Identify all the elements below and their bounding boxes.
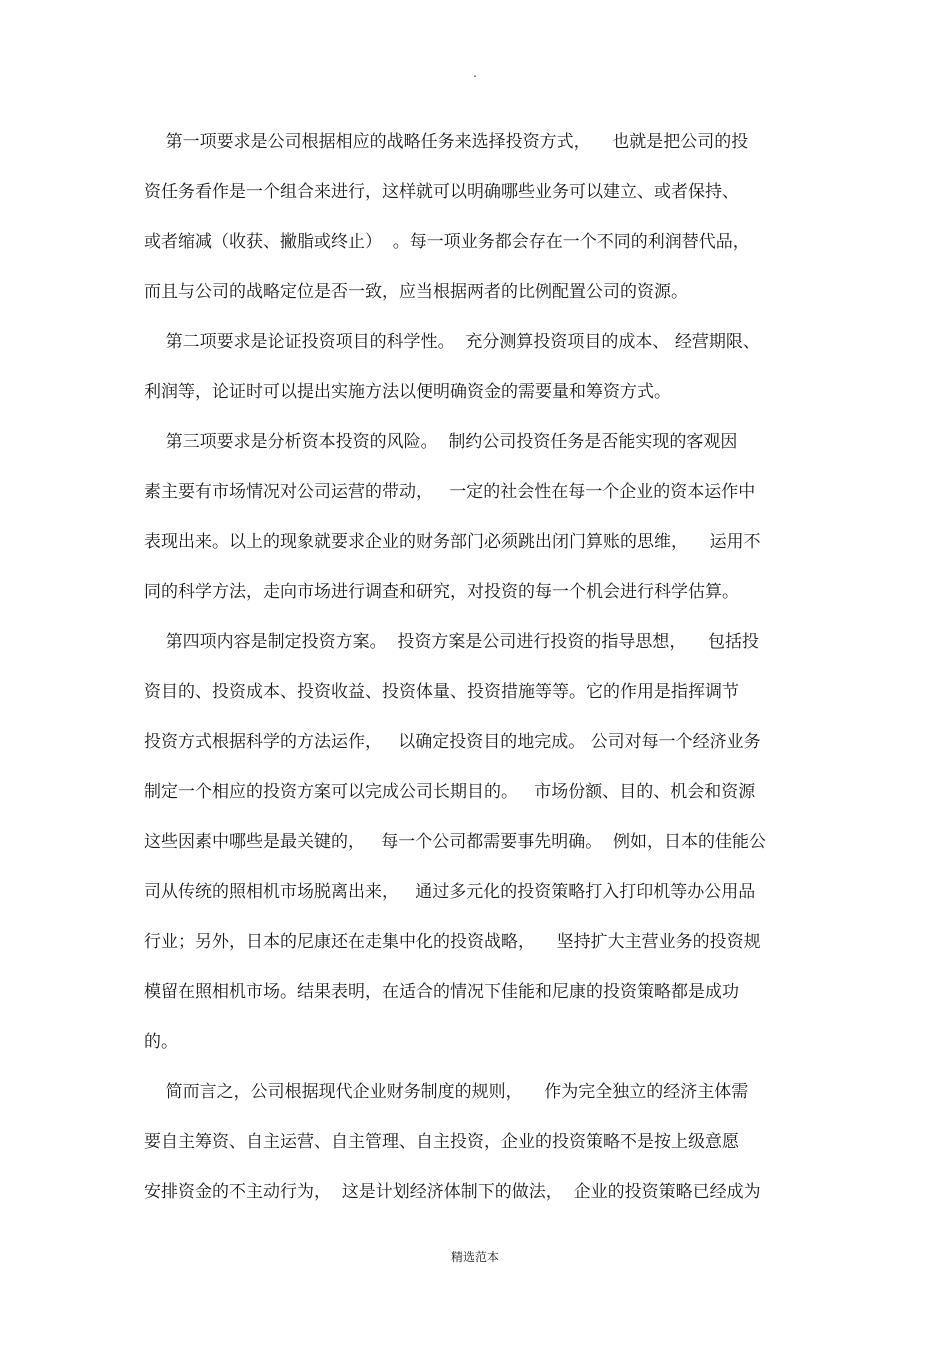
text-line: 司从传统的照相机市场脱离出来， 通过多元化的投资策略打入打印机等办公用品	[144, 882, 756, 902]
text-line: 行业；另外，日本的尼康还在走集中化的投资战略， 坚持扩大主营业务的投资规	[144, 932, 761, 952]
text-line: 而且与公司的战略定位是否一致，应当根据两者的比例配置公司的资源。	[144, 282, 688, 302]
text-line: 利润等，论证时可以提出实施方法以便明确资金的需要量和筹资方式。	[144, 382, 671, 402]
text-line: 制定一个相应的投资方案可以完成公司长期目的。 市场份额、目的、机会和资源	[144, 782, 756, 802]
text-line: 要自主筹资、自主运营、自主管理、自主投资，企业的投资策略不是按上级意愿	[144, 1132, 739, 1152]
text-line: 这些因素中哪些是最关键的， 每一个公司都需要事先明确。 例如，日本的佳能公	[144, 832, 767, 852]
text-line: 资任务看作是一个组合来进行，这样就可以明确哪些业务可以建立、或者保持、	[144, 182, 739, 202]
text-line: 第三项要求是分析资本投资的风险。 制约公司投资任务是否能实现的客观因	[144, 432, 738, 452]
text-line: 简而言之，公司根据现代企业财务制度的规则， 作为完全独立的经济主体需	[144, 1082, 749, 1102]
page-footer: 精选范本	[450, 1250, 499, 1264]
text-line: 第四项内容是制定投资方案。 投资方案是公司进行投资的指导思想， 包括投	[144, 632, 760, 652]
text-line: 模留在照相机市场。结果表明，在适合的情况下佳能和尼康的投资策略都是成功	[144, 982, 739, 1002]
page-header-dot: .	[473, 66, 477, 80]
text-line: 资目的、投资成本、投资收益、投资体量、投资措施等等。它的作用是指挥调节	[144, 682, 739, 702]
text-line: 投资方式根据科学的方法运作， 以确定投资目的地完成。 公司对每一个经济业务	[144, 732, 761, 752]
text-line: 第二项要求是论证投资项目的科学性。 充分测算投资项目的成本、 经营期限、	[144, 332, 760, 352]
text-line: 表现出来。以上的现象就要求企业的财务部门必须跳出闭门算账的思维， 运用不	[144, 532, 761, 552]
text-line: 同的科学方法，走向市场进行调查和研究，对投资的每一个机会进行科学估算。	[144, 582, 739, 602]
text-line: 安排资金的不主动行为， 这是计划经济体制下的做法， 企业的投资策略已经成为	[144, 1182, 761, 1202]
text-line: 或者缩减（收获、撇脂或终止） 。每一项业务都会存在一个不同的利润替代品，	[144, 232, 750, 252]
text-line: 的。	[144, 1032, 178, 1052]
text-line: 第一项要求是公司根据相应的战略任务来选择投资方式， 也就是把公司的投	[144, 132, 749, 152]
text-line: 素主要有市场情况对公司运营的带动， 一定的社会性在每一个企业的资本运作中	[144, 482, 756, 502]
document-body	[144, 123, 808, 1223]
